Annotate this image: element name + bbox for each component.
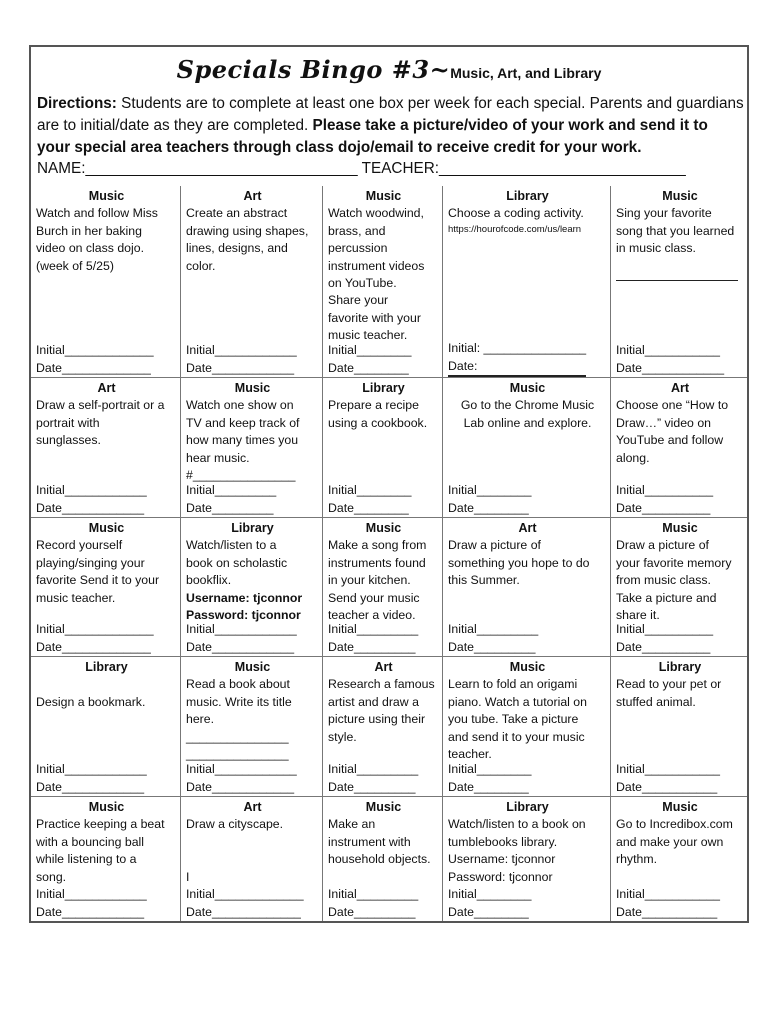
bingo-cell[interactable] bbox=[611, 378, 747, 518]
bingo-grid bbox=[31, 186, 747, 921]
bingo-cell[interactable] bbox=[323, 378, 443, 518]
initial-date-fields[interactable]: Initial_________ Date_________ bbox=[328, 622, 419, 654]
initial-date-fields[interactable]: Initial__________ Date__________ bbox=[616, 483, 714, 515]
cell-subject: Music bbox=[509, 381, 546, 395]
bingo-cell[interactable] bbox=[181, 518, 323, 657]
initial-date-fields[interactable]: Initial________ Date________ bbox=[448, 483, 532, 515]
cell-subject: Music bbox=[365, 521, 402, 535]
bingo-cell[interactable] bbox=[181, 797, 323, 921]
initial-date-fields[interactable]: Initial___________ Date____________ bbox=[616, 343, 725, 375]
initial-date-fields[interactable]: Initial____________ Date____________ bbox=[186, 622, 297, 654]
bingo-cell[interactable] bbox=[31, 657, 181, 797]
cell-activity: Make an instrument with household objects. bbox=[328, 817, 431, 867]
cell-subject: Library bbox=[362, 381, 405, 395]
initial-date-fields[interactable]: Initial___________ Date___________ bbox=[616, 887, 720, 919]
cell-subject: Library bbox=[85, 660, 128, 674]
cell-activity: Research a famous artist and draw a picture using their style. bbox=[328, 677, 435, 744]
directions-bold: Please take a picture/video of your work and send it to your special area teachers through class dojo/email to receive credit for your work. bbox=[37, 117, 708, 156]
cell-activity: Create an abstract drawing using shapes, lines, designs, and color. bbox=[186, 206, 309, 273]
initial-date-fields[interactable]: Initial____________ Date____________ bbox=[186, 762, 297, 794]
cell-subject: Library bbox=[506, 189, 549, 203]
cell-subject: Music bbox=[88, 521, 125, 535]
cell-activity: Draw a picture of your favorite memory from music class. Take a picture and share it. bbox=[616, 538, 732, 623]
cell-activity: Watch woodwind, brass, and percussion instrument videos on YouTube. Share your favorite with your music teacher. bbox=[328, 206, 425, 343]
initial-date-fields[interactable]: Initial________ Date________ bbox=[328, 343, 412, 375]
cell-activity: Draw a cityscape. I bbox=[186, 817, 284, 884]
initial-date-fields[interactable]: Initial_____________ Date_____________ bbox=[36, 622, 154, 654]
cell-activity: Watch/listen to a book on scholastic bookflix. bbox=[186, 538, 288, 588]
cell-subject: Music bbox=[88, 189, 125, 203]
initial-date-fields[interactable]: Initial_____________ Date_____________ bbox=[186, 887, 304, 919]
bingo-cell[interactable] bbox=[181, 186, 323, 378]
cell-subject: Music bbox=[365, 800, 402, 814]
title-line bbox=[31, 55, 747, 84]
bingo-cell[interactable] bbox=[611, 657, 747, 797]
cell-subject: Library bbox=[658, 660, 702, 674]
bingo-cell[interactable] bbox=[443, 378, 611, 518]
bingo-cell[interactable] bbox=[443, 186, 611, 378]
cell-subject: Music bbox=[662, 800, 698, 814]
cell-subject: Art bbox=[97, 381, 116, 395]
name-teacher-line[interactable]: NAME:________________________________ TEACHER:_____________________________ bbox=[37, 160, 686, 177]
directions-text: Students are to complete at least one box per week for each special. Parents and guardians are to initial/date as they are completed. bbox=[37, 95, 744, 134]
cell-activity: Watch and follow Miss Burch in her baking video on class dojo. (week of 5/25) bbox=[36, 206, 158, 273]
directions-lead: Directions: bbox=[37, 95, 117, 112]
initial-date-fields[interactable]: Initial_________ Date_________ bbox=[186, 483, 277, 515]
initial-date-fields[interactable]: Initial_________ Date_________ bbox=[448, 622, 539, 654]
bingo-cell[interactable] bbox=[443, 518, 611, 657]
bingo-cell[interactable] bbox=[323, 518, 443, 657]
bingo-cell[interactable] bbox=[611, 186, 747, 378]
initial-date-fields[interactable]: Initial____________ Date____________ bbox=[36, 483, 147, 515]
bingo-cell[interactable] bbox=[611, 518, 747, 657]
cell-activity: Sing your favorite song that you learned in music class. bbox=[616, 206, 735, 256]
cell-activity: Prepare a recipe using a cookbook. bbox=[328, 398, 428, 430]
cell-activity: Go to the Chrome Music Lab online and explore. bbox=[460, 398, 595, 430]
bingo-cell[interactable] bbox=[31, 797, 181, 921]
initial-date-fields[interactable]: Initial____________ Date____________ bbox=[36, 762, 147, 794]
cell-activity: Read to your pet or stuffed animal. bbox=[616, 677, 722, 709]
cell-activity: Watch/listen to a book on tumblebooks library. Username: tjconnor Password: tjconnor bbox=[448, 817, 586, 884]
directions bbox=[37, 93, 745, 159]
initial-date-fields[interactable]: Initial____________ Date____________ bbox=[186, 343, 297, 375]
cell-activity: Make a song from instruments found in your kitchen. Send your music teacher a video. bbox=[328, 538, 427, 623]
cell-subject: Library bbox=[506, 800, 549, 814]
cell-subject: Art bbox=[518, 521, 537, 535]
initial-date-fields[interactable]: Initial_________ Date_________ bbox=[328, 762, 419, 794]
page-subtitle: Music, Art, and Library bbox=[450, 65, 602, 81]
cell-activity: Record yourself playing/singing your favorite Send it to your music teacher. bbox=[36, 538, 160, 605]
bingo-cell[interactable] bbox=[31, 186, 181, 378]
bingo-cell[interactable] bbox=[443, 797, 611, 921]
cell-subject: Music bbox=[662, 189, 698, 203]
initial-date-fields[interactable]: Initial____________ Date____________ bbox=[36, 887, 147, 919]
bingo-cell[interactable] bbox=[611, 797, 747, 921]
cell-activity: Read a book about music. Write its title here. _______________ _______________ bbox=[186, 677, 292, 762]
bingo-cell[interactable] bbox=[31, 378, 181, 518]
cell-subject: Music bbox=[509, 660, 546, 674]
cell-subject: Art bbox=[243, 800, 262, 814]
header bbox=[31, 47, 747, 187]
answer-line[interactable] bbox=[616, 280, 738, 281]
cell-subject: Library bbox=[231, 521, 274, 535]
cell-activity: Design a bookmark. bbox=[36, 694, 146, 709]
cell-subject: Music bbox=[234, 381, 271, 395]
cell-subject: Music bbox=[234, 660, 271, 674]
cell-subject: Art bbox=[243, 189, 262, 203]
bingo-sheet bbox=[29, 45, 749, 923]
cell-credentials: Username: tjconnor Password: tjconnor bbox=[186, 590, 303, 623]
initial-date-fields[interactable]: Initial: _______________ Date: bbox=[448, 340, 586, 377]
bingo-cell[interactable] bbox=[323, 186, 443, 378]
bingo-cell[interactable] bbox=[323, 657, 443, 797]
initial-date-fields[interactable]: Initial__________ Date__________ bbox=[616, 622, 714, 654]
cell-activity: Learn to fold an origami piano. Watch a tutorial on you tube. Take a picture and send it to your music teacher. bbox=[448, 677, 587, 762]
initial-date-fields[interactable]: Initial________ Date________ bbox=[448, 762, 532, 794]
initial-date-fields[interactable]: Initial_____________ Date_____________ bbox=[36, 343, 154, 375]
cell-activity: Practice keeping a beat with a bouncing ball while listening to a song. bbox=[36, 817, 165, 884]
initial-date-fields[interactable]: Initial___________ Date___________ bbox=[616, 762, 720, 794]
cell-activity: Go to Incredibox.com and make your own rhythm. bbox=[616, 817, 733, 867]
cell-activity: Draw a picture of something you hope to do this Summer. bbox=[448, 538, 590, 588]
bingo-cell[interactable] bbox=[323, 797, 443, 921]
initial-date-fields[interactable]: Initial_________ Date_________ bbox=[328, 887, 419, 919]
bingo-cell[interactable] bbox=[31, 518, 181, 657]
cell-activity: Choose a coding activity. bbox=[448, 206, 584, 221]
cell-activity: Choose one “How to Draw…” video on YouTube and follow along. bbox=[616, 398, 729, 465]
cell-subject: Art bbox=[670, 381, 690, 395]
cell-link[interactable]: https://hourofcode.com/us/learn bbox=[448, 223, 582, 235]
bingo-cell[interactable] bbox=[181, 378, 323, 518]
initial-date-fields[interactable]: Initial________ Date________ bbox=[448, 887, 532, 919]
cell-subject: Music bbox=[365, 189, 402, 203]
initial-date-fields[interactable]: Initial________ Date________ bbox=[328, 483, 412, 515]
page-title: Specials Bingo #3~ bbox=[176, 55, 451, 84]
cell-activity: Watch one show on TV and keep track of how many times you hear music. #_______________ bbox=[186, 398, 300, 483]
cell-activity: Draw a self-portrait or a portrait with sunglasses. bbox=[36, 398, 165, 448]
cell-subject: Music bbox=[662, 521, 698, 535]
cell-subject: Music bbox=[88, 800, 125, 814]
bingo-cell[interactable] bbox=[181, 657, 323, 797]
cell-subject: Art bbox=[374, 660, 393, 674]
bingo-cell[interactable] bbox=[443, 657, 611, 797]
